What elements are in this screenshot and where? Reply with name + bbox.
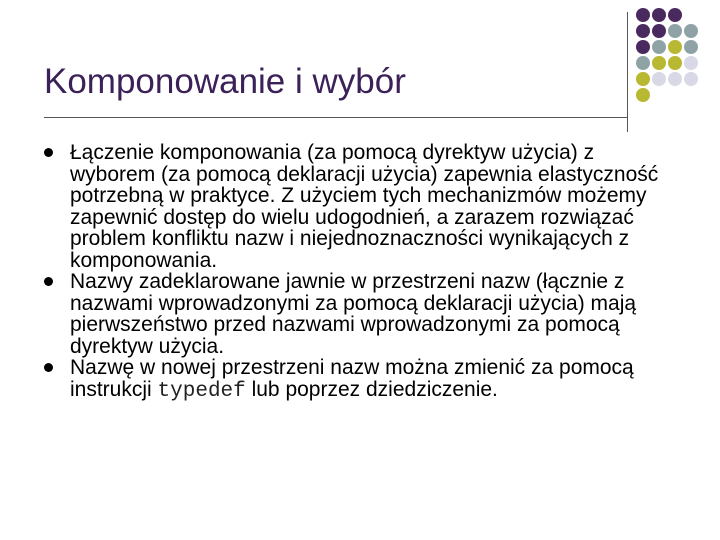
- decorative-dot: [684, 56, 698, 70]
- bullet-text: Łączenie komponowania (za pomocą dyrektyw użycia) z wyborem (za pomocą deklaracji użycia) zapewnia elastyczność potrzebną w praktyce. Z użyciem tych mechanizmów możemy zapewnić dostęp do wielu udogodnień, a zarazem rozwiązać problem konfliktu nazw i niejednoznaczności wynikających z komponowania.: [70, 141, 659, 272]
- decorative-dot: [652, 40, 666, 54]
- decorative-dot: [668, 40, 682, 54]
- decorative-dot: [668, 56, 682, 70]
- bullet-item: [44, 142, 684, 271]
- bullet-list: [44, 142, 684, 402]
- bullet-icon: [44, 363, 53, 372]
- decorative-dot: [652, 56, 666, 70]
- bullet-icon: [44, 277, 53, 286]
- decorative-dot: [684, 40, 698, 54]
- decorative-dot: [652, 8, 666, 22]
- decorative-dot: [636, 88, 650, 102]
- bullet-icon: [44, 148, 53, 157]
- title-divider: [44, 117, 628, 118]
- decorative-dot: [652, 72, 666, 86]
- decorative-dot: [636, 24, 650, 38]
- decorative-dot-grid: [636, 8, 720, 108]
- decorative-dot: [668, 24, 682, 38]
- slide-title: Komponowanie i wybór: [44, 62, 406, 101]
- decorative-dot: [668, 8, 682, 22]
- decorative-dot: [636, 40, 650, 54]
- corner-divider: [627, 12, 628, 132]
- bullet-item: [44, 271, 684, 357]
- bullet-item: [44, 357, 684, 402]
- decorative-dot: [636, 72, 650, 86]
- bullet-text: Nazwy zadeklarowane jawnie w przestrzeni nazw (łącznie z nazwami wprowadzonymi za pomocą deklaracji użycia) mają pierwszeństwo przed nazwami wprowadzonymi za pomocą dyrektyw użycia.: [70, 270, 637, 358]
- decorative-dot: [684, 72, 698, 86]
- bullet-text-before: Nazwę w nowej przestrzeni nazw można zmienić za pomocą instrukcji: [70, 356, 634, 401]
- bullet-text-after: lub poprzez dziedziczenie.: [245, 377, 498, 401]
- decorative-dot: [684, 24, 698, 38]
- decorative-dot: [636, 56, 650, 70]
- decorative-dot: [668, 72, 682, 86]
- decorative-dot: [652, 24, 666, 38]
- code-keyword: typedef: [157, 379, 246, 403]
- decorative-dot: [636, 8, 650, 22]
